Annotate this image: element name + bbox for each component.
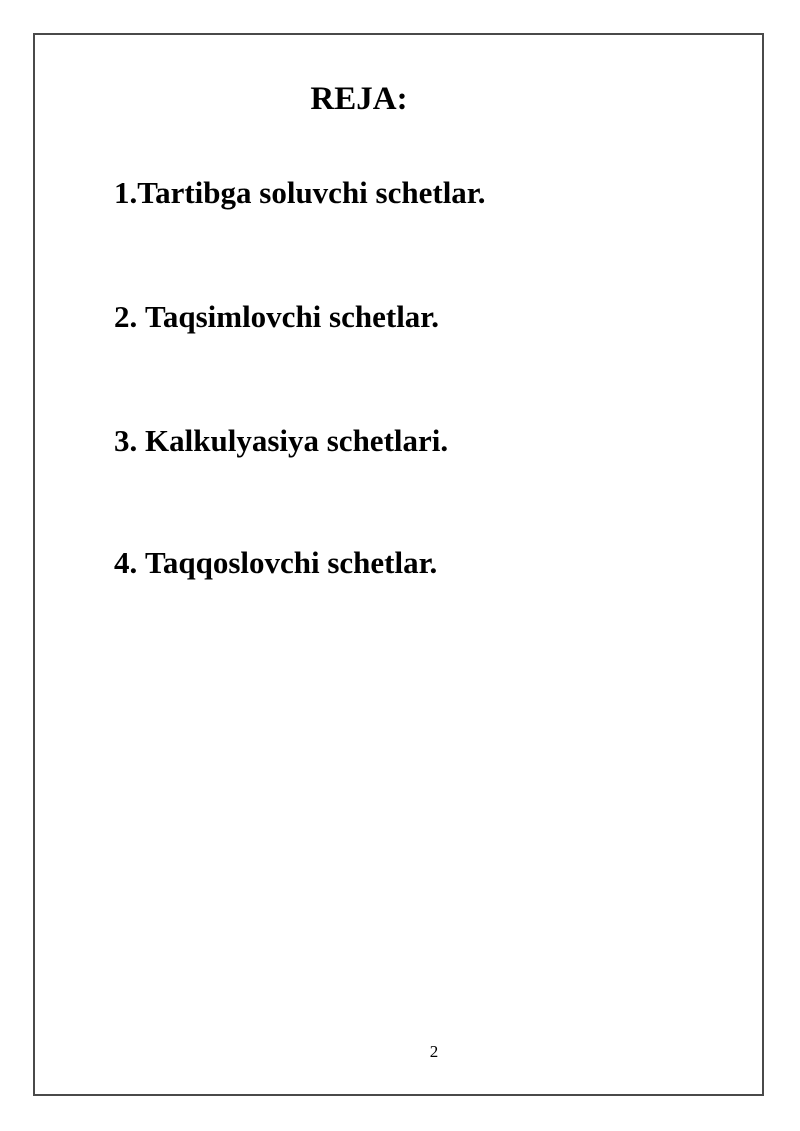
plan-item-1	[114, 174, 485, 212]
plan-item-text: Tartibga soluvchi schetlar.	[137, 175, 486, 210]
plan-item-number: 1.	[114, 175, 138, 210]
plan-item-3	[114, 422, 448, 460]
plan-item-number: 3.	[114, 423, 138, 458]
plan-item-number: 2.	[114, 299, 138, 334]
plan-item-number: 4.	[114, 545, 138, 580]
page-number: 2	[429, 1042, 439, 1061]
plan-item-text: Taqqoslovchi schetlar.	[145, 545, 438, 580]
plan-item-4	[114, 544, 437, 582]
plan-item-2	[114, 298, 439, 336]
plan-item-text: Taqsimlovchi schetlar.	[145, 299, 439, 334]
page-title: REJA:	[310, 81, 408, 117]
plan-item-text: Kalkulyasiya schetlari.	[137, 423, 449, 458]
